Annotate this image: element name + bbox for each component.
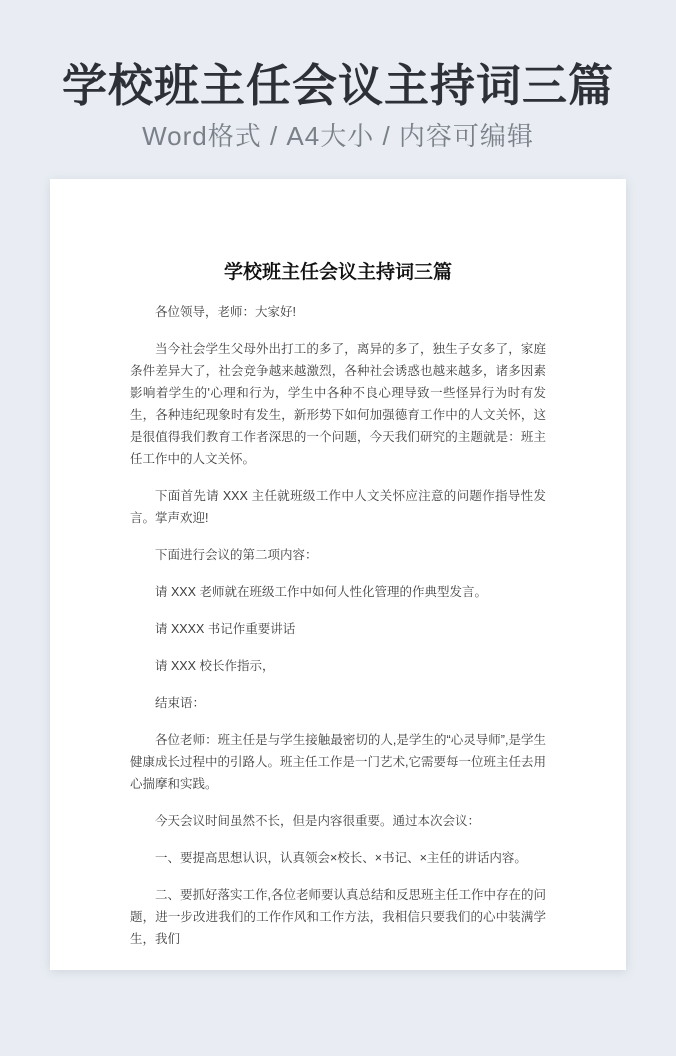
paragraph: 结束语：: [155, 695, 206, 710]
paragraph: 下面首先请 XXX 主任就班级工作中人文关怀应注意的问题作指导性发言。掌声欢迎!: [130, 488, 546, 525]
document-body: [130, 301, 546, 950]
a4-page: [50, 179, 626, 970]
paragraph: 今天会议时间虽然不长，但是内容很重要。通过本次会议：: [155, 813, 481, 828]
paragraph: 当今社会学生父母外出打工的多了，离异的多了，独生子女多了，家庭条件差异大了，社会竞争越来越激烈，各种社会诱惑也越来越多，诸多因素影响着学生的'心理和行为，学生中各种不良心理导致一些怪异行为时有发生，各种违纪现象时有发生，新形势下如何加强德育工作中的人文关怀，这是很值得我们教育工作者深思的一个问题，今天我们研究的主题就是：班主任工作中的人文关怀。: [130, 341, 546, 466]
paragraph: 各位领导，老师：大家好!: [155, 304, 296, 319]
paragraph: 各位老师：班主任是与学生接触最密切的人,是学生的“心灵导师”,是学生健康成长过程中的引路人。班主任工作是一门艺术,它需要每一位班主任去用心揣摩和实践。: [130, 732, 546, 791]
paragraph: 二、要抓好落实工作,各位老师要认真总结和反思班主任工作中存在的问题，进一步改进我们的工作作风和工作方法，我相信只要我们的心中装满学生，我们: [130, 887, 546, 946]
paragraph: 一、要提高思想认识，认真领会×校长、×书记、×主任的讲话内容。: [155, 850, 527, 865]
paragraph: 请 XXX 老师就在班级工作中如何人性化管理的作典型发言。: [155, 584, 487, 599]
header: [0, 0, 676, 152]
document-title: 学校班主任会议主持词三篇: [223, 261, 452, 283]
page-title: 学校班主任会议主持词三篇: [61, 60, 614, 111]
paragraph: 请 XXXX 书记作重要讲话: [155, 621, 296, 636]
page-subtitle: Word格式 / A4大小 / 内容可编辑: [142, 120, 534, 151]
paragraph: 请 XXX 校长作指示，: [155, 658, 275, 673]
paragraph: 下面进行会议的第二项内容：: [155, 547, 318, 562]
